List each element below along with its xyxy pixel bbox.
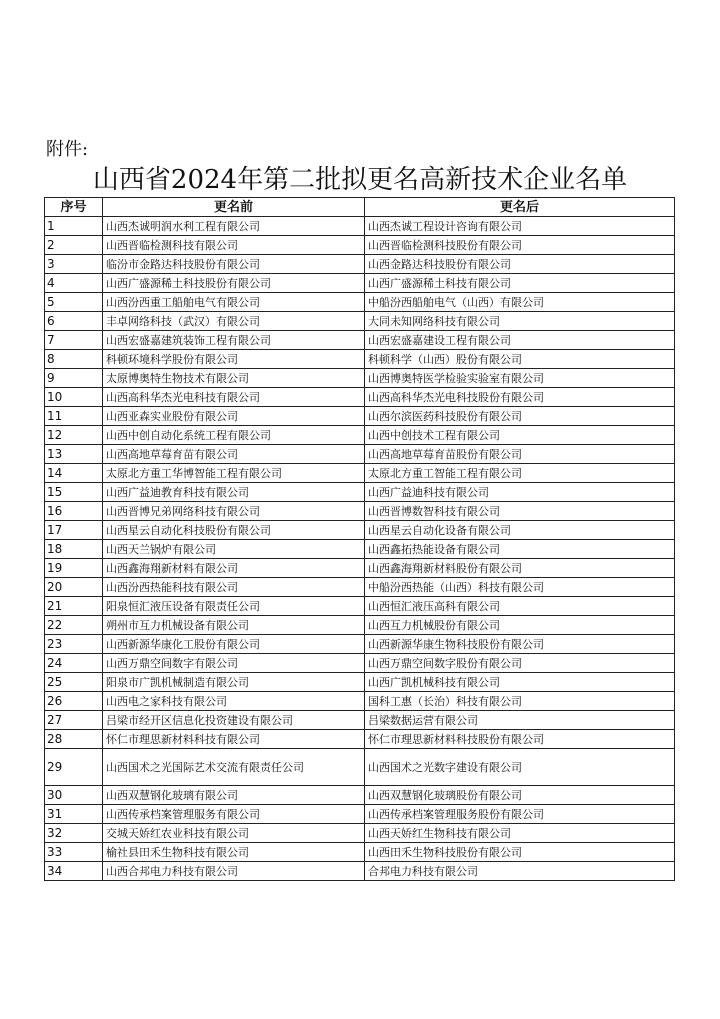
row-name-before: 榆社县田禾生物科技有限公司 — [103, 843, 365, 862]
row-serial-number: 21 — [45, 597, 103, 616]
row-serial-number: 19 — [45, 559, 103, 578]
row-name-after: 山西互力机械股份有限公司 — [365, 616, 675, 635]
row-name-after: 山西晋临检测科技股份有限公司 — [365, 236, 675, 255]
table-row — [45, 426, 675, 445]
header-name-before: 更名前 — [103, 198, 365, 217]
table-row — [45, 312, 675, 331]
row-name-after: 山西杰诚工程设计咨询有限公司 — [365, 217, 675, 236]
row-name-before: 山西广盛源稀土科技股份有限公司 — [103, 274, 365, 293]
row-serial-number: 13 — [45, 445, 103, 464]
row-name-before: 山西高科华杰光电科技有限公司 — [103, 388, 365, 407]
row-serial-number: 7 — [45, 331, 103, 350]
rename-table — [44, 197, 675, 881]
table-row — [45, 635, 675, 654]
row-serial-number: 14 — [45, 464, 103, 483]
row-name-before: 山西高地草莓育苗有限公司 — [103, 445, 365, 464]
row-serial-number: 3 — [45, 255, 103, 274]
row-name-after: 山西尔滨医药科技股份有限公司 — [365, 407, 675, 426]
row-name-before: 怀仁市理思新材料科技有限公司 — [103, 730, 365, 749]
table-row — [45, 692, 675, 711]
row-name-after: 山西广盛源稀土科技有限公司 — [365, 274, 675, 293]
row-name-after: 国科工惠（长治）科技有限公司 — [365, 692, 675, 711]
row-name-after: 山西晋博数智科技有限公司 — [365, 502, 675, 521]
row-name-before: 山西万鼎空间数字有限公司 — [103, 654, 365, 673]
table-body — [45, 217, 675, 881]
table-row — [45, 749, 675, 786]
header-name-after: 更名后 — [365, 198, 675, 217]
row-name-after: 山西博奥特医学检验实验室有限公司 — [365, 369, 675, 388]
row-name-before: 山西亚森实业股份有限公司 — [103, 407, 365, 426]
row-serial-number: 9 — [45, 369, 103, 388]
row-name-before: 山西天兰锅炉有限公司 — [103, 540, 365, 559]
row-serial-number: 6 — [45, 312, 103, 331]
row-name-after: 怀仁市理思新材料科技股份有限公司 — [365, 730, 675, 749]
row-serial-number: 10 — [45, 388, 103, 407]
row-name-before: 山西晋博兄弟网络科技有限公司 — [103, 502, 365, 521]
row-name-before: 山西汾西热能科技有限公司 — [103, 578, 365, 597]
row-serial-number: 20 — [45, 578, 103, 597]
row-name-before: 山西国术之光国际艺术交流有限责任公司 — [103, 749, 365, 786]
table-row — [45, 274, 675, 293]
row-name-after: 大同未知网络科技有限公司 — [365, 312, 675, 331]
row-name-before: 山西广益迪教育科技有限公司 — [103, 483, 365, 502]
row-name-after: 中船汾西热能（山西）科技有限公司 — [365, 578, 675, 597]
row-name-after: 山西双慧钢化玻璃股份有限公司 — [365, 786, 675, 805]
table-row — [45, 236, 675, 255]
row-serial-number: 31 — [45, 805, 103, 824]
table-row — [45, 293, 675, 312]
table-row — [45, 654, 675, 673]
row-serial-number: 2 — [45, 236, 103, 255]
table-row — [45, 616, 675, 635]
table-row — [45, 255, 675, 274]
table-row — [45, 559, 675, 578]
row-serial-number: 5 — [45, 293, 103, 312]
row-serial-number: 8 — [45, 350, 103, 369]
table-row — [45, 217, 675, 236]
row-serial-number: 30 — [45, 786, 103, 805]
row-name-after: 山西新源华康生物科技股份有限公司 — [365, 635, 675, 654]
row-name-after: 山西金路达科技股份有限公司 — [365, 255, 675, 274]
row-name-before: 交城天娇红农业科技有限公司 — [103, 824, 365, 843]
row-name-after: 山西宏盛嘉建设工程有限公司 — [365, 331, 675, 350]
row-name-after: 山西鑫拓热能设备有限公司 — [365, 540, 675, 559]
table-row — [45, 786, 675, 805]
row-name-before: 山西星云自动化科技股份有限公司 — [103, 521, 365, 540]
row-serial-number: 22 — [45, 616, 103, 635]
row-name-before: 山西合邦电力科技有限公司 — [103, 862, 365, 881]
row-name-after: 山西广益迪科技有限公司 — [365, 483, 675, 502]
row-name-before: 山西传承档案管理服务有限公司 — [103, 805, 365, 824]
row-name-after: 山西广凯机械科技有限公司 — [365, 673, 675, 692]
row-name-before: 太原博奥特生物技术有限公司 — [103, 369, 365, 388]
row-name-after: 山西传承档案管理服务股份有限公司 — [365, 805, 675, 824]
table-row — [45, 464, 675, 483]
table-row — [45, 843, 675, 862]
row-name-after: 山西鑫海翔新材料股份有限公司 — [365, 559, 675, 578]
row-serial-number: 34 — [45, 862, 103, 881]
header-serial-number: 序号 — [45, 198, 103, 217]
row-name-before: 山西电之家科技有限公司 — [103, 692, 365, 711]
row-name-after: 山西恒汇液压高科有限公司 — [365, 597, 675, 616]
row-name-before: 朔州市互力机械设备有限公司 — [103, 616, 365, 635]
row-name-after: 山西国术之光数字建设有限公司 — [365, 749, 675, 786]
row-name-after: 山西高科华杰光电科技股份有限公司 — [365, 388, 675, 407]
table-header-row — [45, 198, 675, 217]
row-name-before: 阳泉恒汇液压设备有限责任公司 — [103, 597, 365, 616]
attachment-label: 附件: — [46, 139, 89, 160]
row-name-before: 临汾市金路达科技股份有限公司 — [103, 255, 365, 274]
row-name-after: 太原北方重工智能工程有限公司 — [365, 464, 675, 483]
row-serial-number: 29 — [45, 749, 103, 786]
document-title: 山西省2024年第二批拟更名高新技术企业名单 — [92, 165, 628, 195]
table-row — [45, 502, 675, 521]
table-row — [45, 824, 675, 843]
row-serial-number: 28 — [45, 730, 103, 749]
row-name-before: 山西汾西重工船舶电气有限公司 — [103, 293, 365, 312]
row-name-after: 吕梁数据运营有限公司 — [365, 711, 675, 730]
row-name-after: 山西天娇红生物科技有限公司 — [365, 824, 675, 843]
row-serial-number: 32 — [45, 824, 103, 843]
table-row — [45, 578, 675, 597]
table-row — [45, 483, 675, 502]
row-name-before: 山西鑫海翔新材料有限公司 — [103, 559, 365, 578]
row-name-before: 山西晋临检测科技有限公司 — [103, 236, 365, 255]
row-serial-number: 26 — [45, 692, 103, 711]
table-row — [45, 350, 675, 369]
table-row — [45, 597, 675, 616]
row-serial-number: 27 — [45, 711, 103, 730]
row-name-before: 山西新源华康化工股份有限公司 — [103, 635, 365, 654]
table-row — [45, 805, 675, 824]
table-row — [45, 388, 675, 407]
row-serial-number: 24 — [45, 654, 103, 673]
row-name-after: 山西田禾生物科技股份有限公司 — [365, 843, 675, 862]
table-row — [45, 711, 675, 730]
row-serial-number: 16 — [45, 502, 103, 521]
row-name-before: 山西宏盛嘉建筑装饰工程有限公司 — [103, 331, 365, 350]
table-row — [45, 540, 675, 559]
row-serial-number: 25 — [45, 673, 103, 692]
row-name-before: 山西中创自动化系统工程有限公司 — [103, 426, 365, 445]
row-name-before: 太原北方重工华博智能工程有限公司 — [103, 464, 365, 483]
table-row — [45, 331, 675, 350]
row-name-before: 山西杰诚明润水利工程有限公司 — [103, 217, 365, 236]
row-name-after: 科顿科学（山西）股份有限公司 — [365, 350, 675, 369]
table-row — [45, 730, 675, 749]
row-name-after: 中船汾西船舶电气（山西）有限公司 — [365, 293, 675, 312]
row-name-before: 科顿环境科学股份有限公司 — [103, 350, 365, 369]
table-row — [45, 521, 675, 540]
table-row — [45, 862, 675, 881]
row-name-after: 合邦电力科技有限公司 — [365, 862, 675, 881]
row-name-before: 山西双慧钢化玻璃有限公司 — [103, 786, 365, 805]
row-serial-number: 17 — [45, 521, 103, 540]
table-row — [45, 673, 675, 692]
row-name-before: 丰卓网络科技（武汉）有限公司 — [103, 312, 365, 331]
row-serial-number: 23 — [45, 635, 103, 654]
row-name-after: 山西中创技术工程有限公司 — [365, 426, 675, 445]
row-serial-number: 15 — [45, 483, 103, 502]
row-serial-number: 12 — [45, 426, 103, 445]
row-name-after: 山西万鼎空间数字股份有限公司 — [365, 654, 675, 673]
row-serial-number: 11 — [45, 407, 103, 426]
row-name-before: 阳泉市广凯机械制造有限公司 — [103, 673, 365, 692]
row-serial-number: 33 — [45, 843, 103, 862]
row-serial-number: 4 — [45, 274, 103, 293]
table-row — [45, 445, 675, 464]
row-serial-number: 1 — [45, 217, 103, 236]
row-name-before: 吕梁市经开区信息化投资建设有限公司 — [103, 711, 365, 730]
table-row — [45, 369, 675, 388]
table-row — [45, 407, 675, 426]
row-serial-number: 18 — [45, 540, 103, 559]
row-name-after: 山西高地草莓育苗股份有限公司 — [365, 445, 675, 464]
row-name-after: 山西星云自动化设备有限公司 — [365, 521, 675, 540]
